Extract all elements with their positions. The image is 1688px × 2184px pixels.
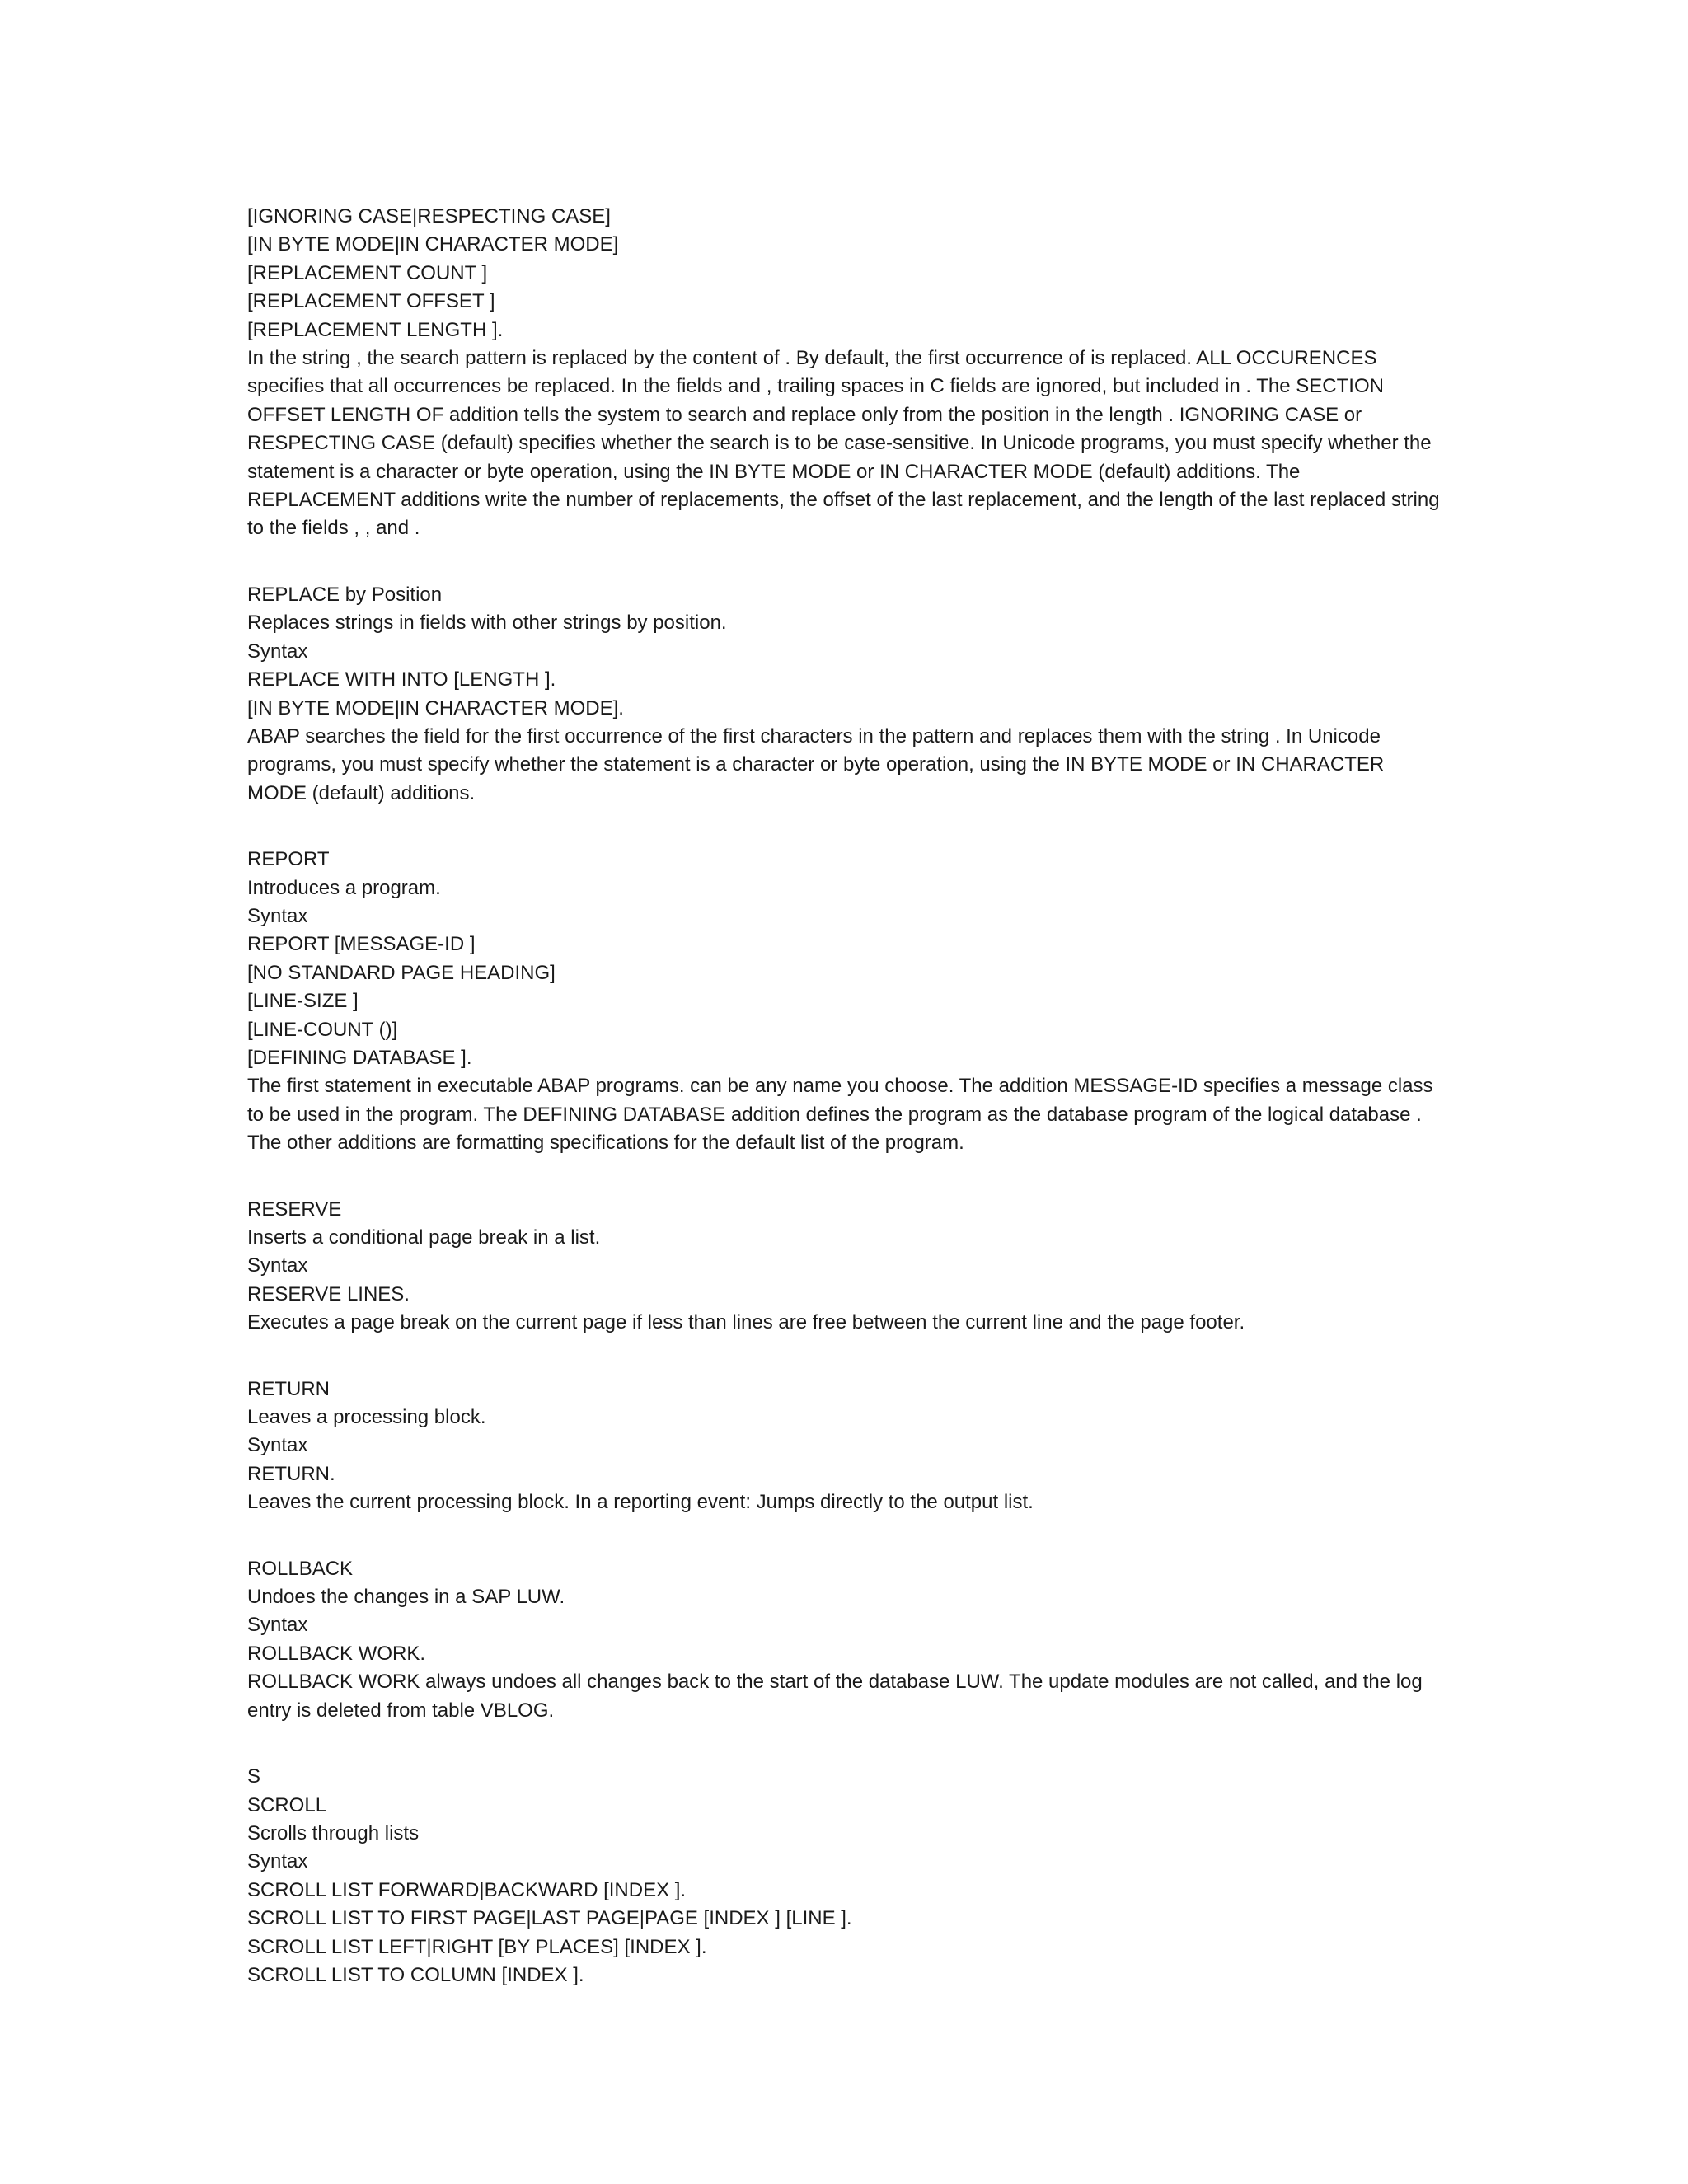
syntax-line: [IGNORING CASE|RESPECTING CASE] [247, 205, 611, 227]
section-summary: Replaces strings in fields with other strings by position. [247, 612, 727, 635]
syntax-label: Syntax [247, 904, 308, 927]
return-section [247, 1376, 1442, 1517]
section-gap [247, 808, 1442, 846]
syntax-label: Syntax [247, 1850, 308, 1873]
syntax-line: [REPLACEMENT COUNT ] [247, 261, 488, 284]
reserve-section [247, 1196, 1442, 1338]
description-paragraph: The first statement in executable ABAP programs. can be any name you choose. The addition MESSAGE-ID specifies a message class to be used in the program. The DEFINING DATABASE addition defines the program as the database program of the logical database . The other additions are formatting specifications for the default list of the program. [247, 1075, 1433, 1155]
scroll-section [247, 1763, 1442, 1990]
syntax-line: SCROLL LIST TO FIRST PAGE|LAST PAGE|PAGE [INDEX ] [LINE ]. [247, 1907, 852, 1930]
syntax-label: Syntax [247, 1434, 308, 1457]
section-gap [247, 1158, 1442, 1196]
description-paragraph: ABAP searches the field for the first occurrence of the first characters in the pattern and replaces them with the string . In Unicode programs, you must specify whether the statement is a character or byte operation, using the IN BYTE MODE or IN CHARACTER MODE (default) additions. [247, 724, 1385, 804]
index-letter: S [247, 1765, 261, 1788]
section-title: SCROLL [247, 1793, 327, 1816]
section-title: RESERVE [247, 1197, 342, 1221]
syntax-label: Syntax [247, 1614, 308, 1637]
syntax-line: [NO STANDARD PAGE HEADING] [247, 961, 556, 984]
section-title: RETURN [247, 1377, 330, 1400]
section-gap [247, 543, 1442, 581]
document-page [247, 203, 1442, 1990]
section-summary: Undoes the changes in a SAP LUW. [247, 1586, 565, 1609]
replace-position-section [247, 581, 1442, 808]
syntax-line: RESERVE LINES. [247, 1282, 410, 1305]
section-title: REPORT [247, 848, 330, 871]
syntax-line: REPORT [MESSAGE-ID ] [247, 933, 476, 956]
replace-continuation-section [247, 203, 1442, 543]
section-gap [247, 1338, 1442, 1376]
syntax-line: [IN BYTE MODE|IN CHARACTER MODE]. [247, 696, 624, 719]
syntax-line: [LINE-COUNT ()] [247, 1018, 398, 1041]
syntax-line: SCROLL LIST LEFT|RIGHT [BY PLACES] [INDEX ]. [247, 1935, 707, 1958]
syntax-line: REPLACE WITH INTO [LENGTH ]. [247, 668, 556, 691]
syntax-label: Syntax [247, 640, 308, 663]
section-summary: Inserts a conditional page break in a list. [247, 1226, 601, 1249]
section-gap [247, 1725, 1442, 1763]
syntax-line: RETURN. [247, 1462, 335, 1485]
description-paragraph: ROLLBACK WORK always undoes all changes back to the start of the database LUW. The update modules are not called, and the log entry is deleted from table VBLOG. [247, 1671, 1423, 1722]
section-title: REPLACE by Position [247, 583, 443, 606]
section-gap [247, 1517, 1442, 1555]
rollback-section [247, 1555, 1442, 1725]
description-paragraph: In the string , the search pattern is replaced by the content of . By default, the first occurrence of is replaced. ALL OCCURENCES specifies that all occurrences be replaced. In the fields and , trailing spaces in C fields are ignored, but included in . The SECTION OFFSET LENGTH OF addition tells the system to search and replace only from the position in the length . IGNORING CASE or RESPECTING CASE (default) specifies whether the search is to be case-sensitive. In Unicode programs, you must specify whether the statement is a character or byte operation, using the IN BYTE MODE or IN CHARACTER MODE (default) additions. The REPLACEMENT additions write the number of replacements, the offset of the last replacement, and the length of the last replaced string to the fields , , and . [247, 347, 1440, 540]
syntax-line: ROLLBACK WORK. [247, 1642, 426, 1665]
syntax-line: [LINE-SIZE ] [247, 990, 359, 1013]
report-section [247, 846, 1442, 1157]
syntax-line: [IN BYTE MODE|IN CHARACTER MODE] [247, 233, 619, 256]
syntax-line: [REPLACEMENT OFFSET ] [247, 290, 495, 313]
syntax-line: SCROLL LIST FORWARD|BACKWARD [INDEX ]. [247, 1878, 687, 1901]
section-summary: Scrolls through lists [247, 1821, 420, 1844]
syntax-line: [DEFINING DATABASE ]. [247, 1046, 472, 1069]
description-paragraph: Leaves the current processing block. In a reporting event: Jumps directly to the output list. [247, 1491, 1034, 1514]
description-paragraph: Executes a page break on the current page if less than lines are free between the current line and the page footer. [247, 1311, 1245, 1334]
section-summary: Leaves a processing block. [247, 1406, 486, 1429]
syntax-label: Syntax [247, 1254, 308, 1277]
syntax-line: SCROLL LIST TO COLUMN [INDEX ]. [247, 1963, 584, 1986]
section-title: ROLLBACK [247, 1557, 354, 1580]
syntax-line: [REPLACEMENT LENGTH ]. [247, 318, 504, 341]
section-summary: Introduces a program. [247, 876, 441, 899]
